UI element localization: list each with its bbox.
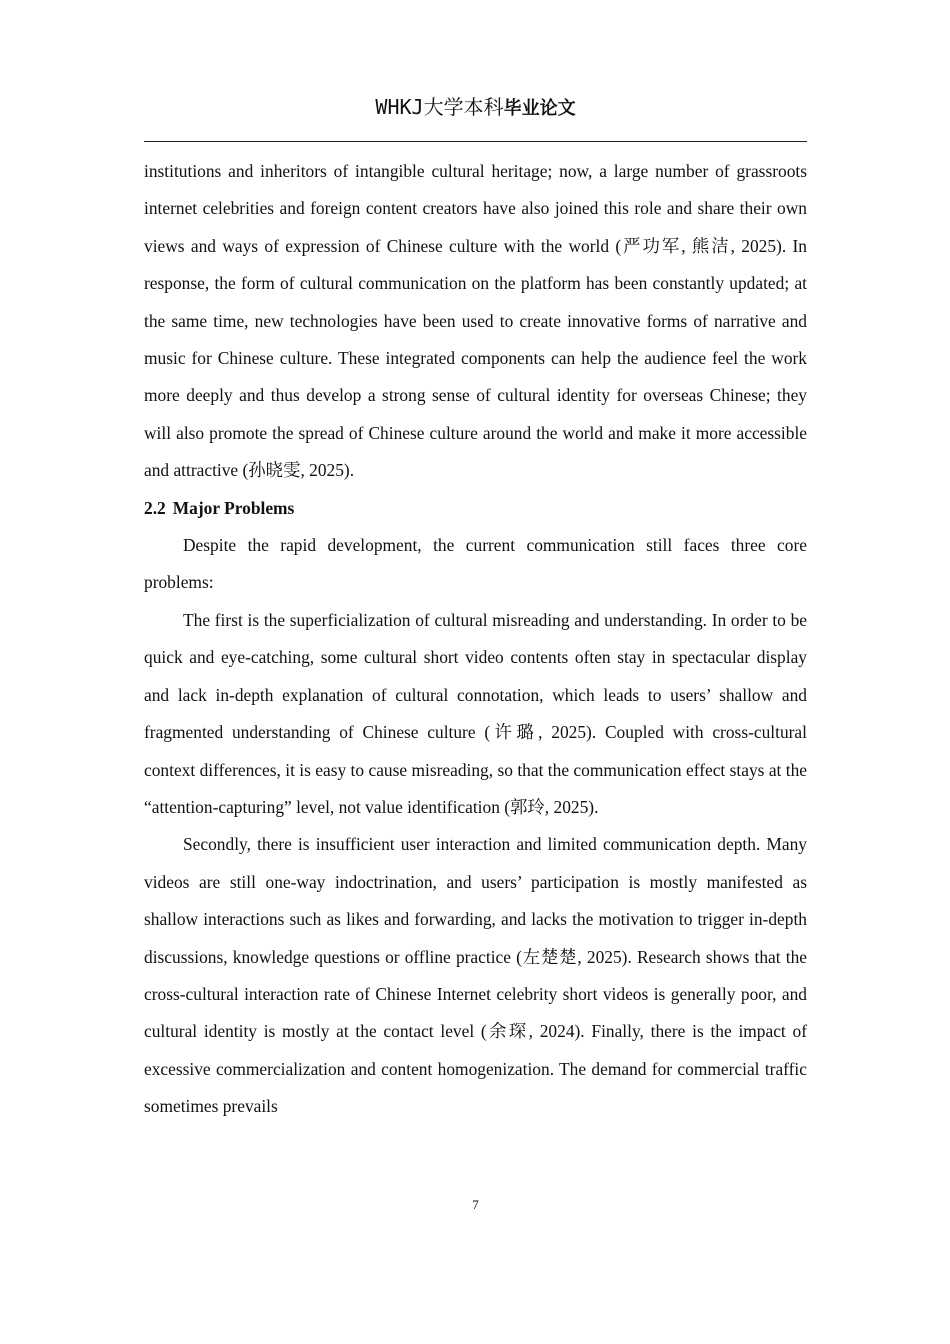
header-school-name: WHKJ大学本科	[375, 95, 504, 119]
paragraph-intro: Despite the rapid development, the current communication still faces three core problems:	[144, 535, 807, 593]
running-header	[144, 92, 807, 124]
section-heading	[144, 490, 807, 527]
section-title: Major Problems	[172, 497, 295, 518]
body-text	[144, 153, 807, 1126]
header-thesis-label: 毕业论文	[503, 98, 576, 119]
section-number: 2.2	[144, 497, 166, 518]
paragraph-continued: institutions and inheritors of intangible cultural heritage; now, a large number of grassroots internet celebrities and foreign content creators have also joined this role and share their own views and ways of expression of Chinese culture with the world (严功军, 熊洁, 2025). In response, the form of cultural communication on the platform has been constantly updated; at the same time, new technologies have been used to create innovative forms of narrative and music for Chinese culture. These integrated components can help the audience feel the work more deeply and thus develop a strong sense of cultural identity for overseas Chinese; they will also promote the spread of Chinese culture around the world and make it more accessible and attractive (孙晓雯, 2025).	[144, 161, 807, 481]
header-rule	[144, 141, 807, 142]
paragraph-second-problem: Secondly, there is insufficient user interaction and limited communication depth. Many videos are still one-way indoctrination, and users’ participation is mostly manifested as shallow interactions such as likes and forwarding, and lacks the motivation to trigger in-depth discussions, knowledge questions or offline practice (左楚楚, 2025). Research shows that the cross-cultural interaction rate of Chinese Internet celebrity short videos is generally poor, and cultural identity is mostly at the contact level (余琛, 2024). Finally, there is the impact of excessive commercialization and content homogenization. The demand for commercial traffic sometimes prevails	[144, 834, 807, 1117]
page-number: 7	[472, 1197, 479, 1212]
paragraph-first-problem: The first is the superficialization of cultural misreading and understanding. In order to be quick and eye-catching, some cultural short video contents often stay in spectacular display and lack in-depth explanation of cultural connotation, which leads to users’ shallow and fragmented understanding of Chinese culture (许璐, 2025). Coupled with cross-cultural context differences, it is easy to cause misreading, so that the communication effect stays at the “attention-capturing” level, not value identification (郭玲, 2025).	[144, 609, 807, 817]
